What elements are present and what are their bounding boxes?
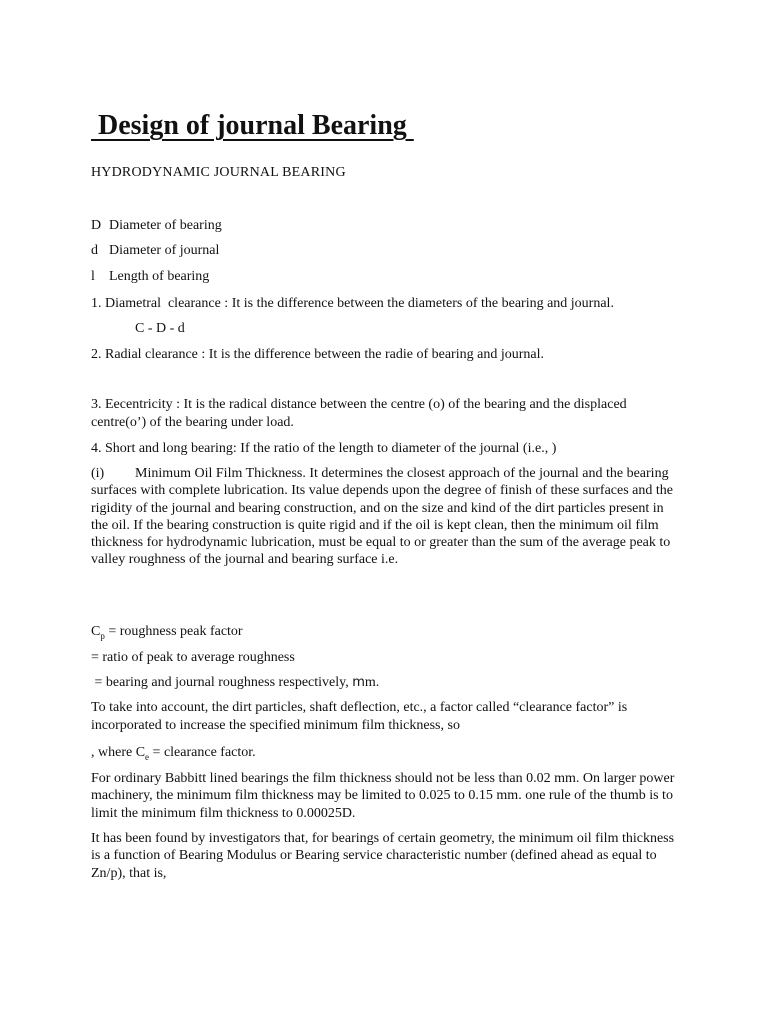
formula-clearance: C - D - d [135,321,185,336]
paragraph-bearing-modulus: It has been found by investigators that, for bearings of certain geometry, the minimum oil film thickness is a function of Bearing Modulus or Bearing service characteristic number (defined ahead as equal to Zn/p), that is, [91,831,675,881]
paragraph-babbitt-bearings: For ordinary Babbitt lined bearings the film thickness should not be less than 0.02 mm. On larger power machinery, the minimum film thickness may be limited to 0.025 to 0.15 mm. one rule of the thumb is to limit the minimum film thickness to 0.00025D. [91,771,675,821]
paragraph-eccentricity: 3. Eecentricity : It is the radical distance between the centre (o) of the bearing and the displaced centre(o’) of the bearing under load. [91,397,627,430]
definition-symbol: l [91,269,95,284]
mu-symbol: m [352,675,365,690]
paragraph-min-oil-film: Minimum Oil Film Thickness. It determines the closest approach of the journal and the bearing surfaces with complete lubrication. Its value depends upon the degree of finish of these surfaces and the rigidity of the journal and bearing construction, and on the size and kind of the dirt particles present in the oil. If the bearing construction is quite rigid and if the oil is kept clean, then the minimum oil film thickness for hydrodynamic lubrication, must be equal to or greater than the sum of the average peak to valley roughness of the journal and bearing surface i.e. [91,466,673,568]
definition-text: Diameter of journal [109,243,220,258]
ratio-line: = ratio of peak to average roughness [91,650,295,665]
definition-item [91,269,209,285]
definition-symbol: D [91,218,102,233]
definition-item [91,218,222,234]
clearance-factor-line: , where $C_e$ = clearance factor. [91,745,256,762]
list-label: (i) [91,466,105,481]
paragraph-radial-clearance: 2. Radial clearance : It is the difference between the radie of bearing and journal. [91,347,544,362]
section-heading: HYDRODYNAMIC JOURNAL BEARING [91,165,346,180]
paragraph-clearance-factor: To take into account, the dirt particles, shaft deflection, etc., a factor called “clearance factor” is incorporated to increase the specified minimum film thickness, so [91,700,628,733]
definition-symbol: d [91,243,98,258]
roughness-peak-factor: $C_p$ = roughness peak factor [91,624,243,641]
paragraph-diametral-clearance: 1. Diametral clearance : It is the difference between the diameters of the bearing and journal. [91,296,614,311]
paragraph-short-long-bearing: 4. Short and long bearing: If the ratio of the length to diameter of the journal (i.e., ) [91,441,557,456]
definition-text: Diameter of bearing [109,218,222,233]
roughness-line: = bearing and journal roughness respectively, mm. [91,675,380,690]
definition-item [91,243,219,259]
definition-text: Length of bearing [109,269,210,284]
page-title: Design of journal Bearing [91,110,414,141]
